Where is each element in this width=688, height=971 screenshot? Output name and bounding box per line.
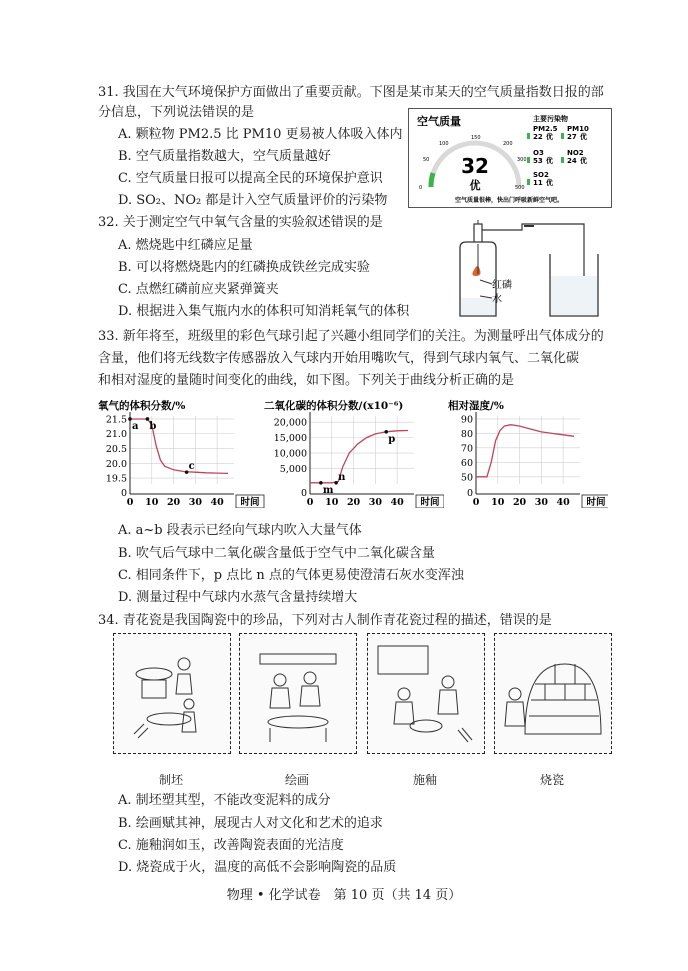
air-quality-gauge [409,109,611,207]
x-tick-label: 30 [534,497,548,508]
svg-text:O3: O3 [533,149,544,157]
chart-oxygen [98,396,288,508]
q33-option-c: C. 相同条件下，p 点比 n 点的气体更易使澄清石灰水变浑浊 [118,568,464,583]
svg-text:优: 优 [580,133,587,141]
q32-option-c: C. 点燃红磷前应夹紧弹簧夹 [118,282,279,297]
y-tick-label: 60 [460,457,473,469]
q32-option-a: A. 燃烧匙中红磷应足量 [118,238,253,253]
x-tick-label: 0 [472,497,480,508]
x-axis-label: 时间 [420,497,440,508]
q31-stem-line1: 31. 我国在大气环境保护方面做出了重要贡献。下图是某市某天的空气质量指数日报的部 [98,85,604,100]
chart-title: 相对湿度/% [448,400,504,412]
label-water: 水 [492,294,502,305]
illustration-painting [239,633,357,754]
svg-text:主要污染物: 主要污染物 [533,115,568,123]
x-tick-label: 10 [491,497,505,508]
q34-stem: 34. 青花瓷是我国陶瓷中的珍品，下列对古人制作青花瓷过程的描述，错误的是 [98,613,552,628]
q31-option-d: D. SO₂、NO₂ 都是计入空气质量评价的污染物 [118,193,388,208]
page-footer: 物理 • 化学试卷 第 10 页（共 14 页） [226,888,462,903]
illustration-firing [494,633,612,754]
y-tick-label: 20.0 [105,458,127,470]
point-label-b: b [149,420,157,432]
x-tick-label: 0 [306,497,314,508]
q34-option-c: C. 施釉润如玉，改善陶瓷表面的光洁度 [118,838,344,853]
svg-text:优: 优 [546,179,553,187]
svg-text:优: 优 [580,157,587,165]
svg-text:优: 优 [546,133,553,141]
y-tick-label: 20.5 [105,444,127,456]
caption-shaping: 制坯 [158,773,183,787]
y-tick-label: 50 [460,472,473,484]
point-label-n: n [338,471,346,483]
x-tick-label: 10 [145,497,159,508]
q34-option-a: A. 制坯塑其型，不能改变泥料的成分 [118,793,331,808]
x-axis-label: 时间 [240,497,260,508]
q31-option-a: A. 颗粒物 PM2.5 比 PM10 更易被人体吸入体内 [118,127,403,142]
x-axis-label: 时间 [586,497,606,508]
q31-option-c: C. 空气质量日报可以提高全民的环境保护意识 [118,171,383,186]
svg-text:24: 24 [567,157,577,165]
chart-humidity [448,396,608,508]
svg-text:53: 53 [533,157,543,165]
q31-stem-line2: 分信息，下列说法错误的是 [98,105,255,120]
q34-option-b: B. 绘画赋其神，展现古人对文化和艺术的追求 [118,816,383,831]
caption-painting: 绘画 [284,773,309,787]
svg-text:0: 0 [419,185,423,191]
label-red-phosphorus: 红磷 [492,280,512,291]
y-tick-label: 20,000 [273,417,307,429]
svg-text:PM2.5: PM2.5 [533,125,558,133]
svg-text:SO2: SO2 [533,171,549,179]
svg-text:PM10: PM10 [567,125,589,133]
svg-text:优: 优 [546,157,553,165]
q34-option-d: D. 烧瓷成于火，温度的高低不会影响陶瓷的品质 [118,860,397,875]
y-tick-label: 21.0 [105,429,127,441]
svg-text:200: 200 [503,141,513,147]
y-tick-label: 80 [460,428,473,440]
air-quality-card [408,108,612,208]
y-tick-label: 0 [466,488,473,499]
point-label-m: m [322,484,334,496]
point-label-a: a [132,420,139,432]
y-tick-label: 90 [460,414,473,426]
illustration-shaping [113,633,231,754]
svg-text:22: 22 [533,133,543,141]
q33-stem-line1: 33. 新年将至，班级里的彩色气球引起了兴趣小组同学们的关注。为测量呼出气体成分的 [98,329,604,344]
y-tick-label: 10,000 [273,448,307,460]
illustration-glazing [367,633,485,754]
y-tick-label: 15,000 [273,433,307,445]
y-tick-label: 0 [300,488,307,499]
q32-option-d: D. 根据进入集气瓶内水的体积可知消耗氧气的体积 [118,304,410,319]
y-tick-label: 5,000 [279,464,307,476]
q33-option-a: A. a~b 段表示已经向气球内吹入大量气体 [118,523,362,538]
q33-stem-line2: 含量，他们将无线数字传感器放入气球内开始用嘴吹气，得到气球内氧气、二氧化碳 [98,351,580,366]
svg-text:300: 300 [517,157,527,163]
chart-co2 [264,396,444,508]
aq-footer: 空气质量很棒，快出门呼吸新鲜空气吧。 [454,197,564,204]
x-tick-label: 40 [210,497,224,508]
caption-glazing: 施釉 [412,773,437,787]
chart-title: 二氧化碳的体积分数/(x10⁻⁶) [264,400,404,412]
y-tick-label: 0 [120,488,127,499]
series-line [476,425,574,477]
y-tick-label: 70 [460,443,473,455]
point-label-c: c [188,461,195,473]
x-tick-label: 10 [325,497,339,508]
chart-title: 氧气的体积分数/% [98,400,186,412]
x-tick-label: 20 [512,497,527,508]
svg-text:150: 150 [471,135,481,141]
q33-stem-line3: 和相对湿度的量随时间变化的曲线，如下图。下列关于曲线分析正确的是 [98,373,515,388]
x-tick-label: 30 [188,497,202,508]
apparatus-diagram [452,218,602,322]
aq-title: 空气质量 [417,115,461,128]
x-tick-label: 20 [166,497,181,508]
series-line [130,419,228,473]
x-tick-label: 30 [368,497,382,508]
y-tick-label: 21.5 [105,414,127,426]
aq-value: 32 [461,154,489,178]
x-tick-label: 0 [126,497,134,508]
aq-grade: 优 [469,179,481,192]
svg-text:500: 500 [515,185,525,191]
svg-text:11: 11 [533,179,543,187]
svg-text:100: 100 [439,141,449,147]
q32-stem: 32. 关于测定空气中氧气含量的实验叙述错误的是 [98,215,383,230]
q32-option-b: B. 可以将燃烧匙内的红磷换成铁丝完成实验 [118,260,370,275]
svg-text:NO2: NO2 [567,149,584,157]
q31-option-b: B. 空气质量指数越大，空气质量越好 [118,149,331,164]
q33-option-b: B. 吹气后气球中二氧化碳含量低于空气中二氧化碳含量 [118,546,435,561]
caption-firing: 烧瓷 [539,773,564,787]
x-tick-label: 40 [390,497,404,508]
y-tick-label: 19.5 [105,473,127,485]
x-tick-label: 20 [346,497,361,508]
svg-text:50: 50 [423,157,430,163]
svg-text:27: 27 [567,133,577,141]
q33-option-d: D. 测量过程中气球内水蒸气含量持续增大 [118,590,358,605]
point-label-p: p [388,433,396,445]
x-tick-label: 40 [556,497,570,508]
aq-gauge-fill [431,173,433,187]
